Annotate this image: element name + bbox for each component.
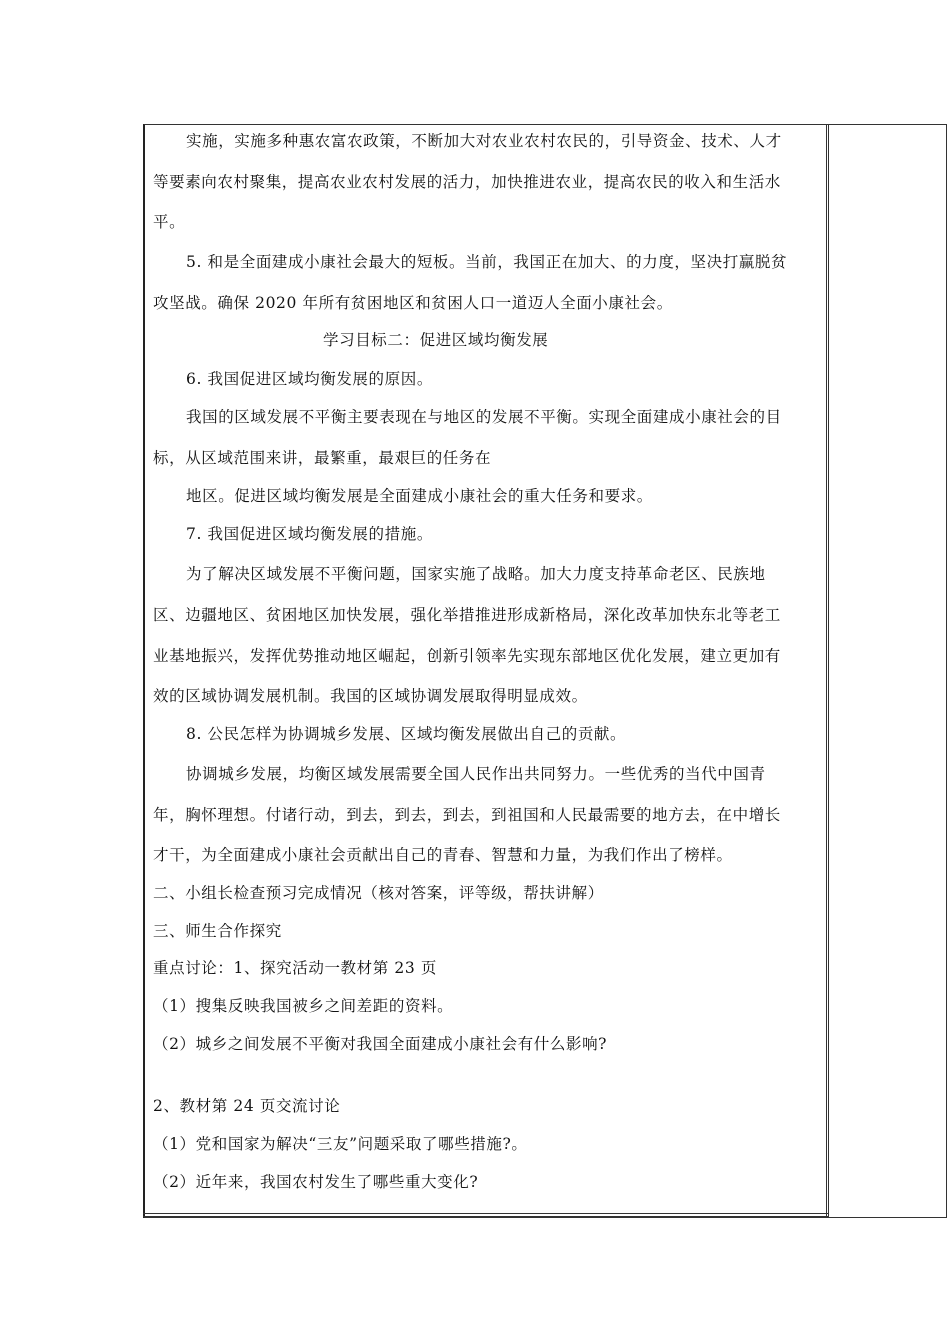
paragraph-line: 地区。促进区域均衡发展是全面建成小康社会的重大任务和要求。 [186,487,653,505]
paragraph-line: 6. 我国促进区域均衡发展的原因。 [186,370,433,388]
paragraph-line: （1）搜集反映我国被乡之间差距的资料。 [153,997,454,1015]
paragraph-line: 5. 和是全面建成小康社会最大的短板。当前，我国正在加大、的力度，坚决打赢脱贫 [186,253,788,271]
paragraph-line: （2）城乡之间发展不平衡对我国全面建成小康社会有什么影响? [153,1035,608,1053]
paragraph-line: 效的区域协调发展机制。我国的区域协调发展取得明显成效。 [153,687,588,705]
paragraph-line: 7. 我国促进区域均衡发展的措施。 [186,525,433,543]
paragraph-line: 标，从区域范围来讲，最繁重，最艰巨的任务在 [153,449,492,467]
paragraph-line: 实施，实施多种惠农富农政策，不断加大对农业农村农民的，引导资金、技术、人才 [186,132,782,150]
paragraph-line: 区、边疆地区、贫困地区加快发展，强化举措推进形成新格局，深化改革加快东北等老工 [153,606,781,624]
paragraph-line: 攻坚战。确保 2020 年所有贫困地区和贫困人口一道迈人全面小康社会。 [153,294,673,312]
paragraph-line: 才干，为全面建成小康社会贡献出自己的青春、智慧和力量，为我们作出了榜样。 [153,846,733,864]
paragraph-line: 重点讨论：1、探究活动一教材第 23 页 [153,959,437,977]
paragraph-line: 为了解决区域发展不平衡问题，国家实施了战略。加大力度支持革命老区、民族地 [186,565,766,583]
table-column-divider [826,124,829,1218]
paragraph-line: 协调城乡发展，均衡区域发展需要全国人民作出共同努力。一些优秀的当代中国青 [186,765,766,783]
paragraph-line: （1）党和国家为解决“三友”问题采取了哪些措施?。 [153,1135,528,1153]
paragraph-line: 2、教材第 24 页交流讨论 [153,1097,341,1115]
paragraph-line: 年，胸怀理想。付诸行动，到去，到去，到去，到祖国和人民最需要的地方去，在中增长 [153,806,781,824]
table-bottom-border [143,1213,829,1217]
paragraph-line: 我国的区域发展不平衡主要表现在与地区的发展不平衡。实现全面建成小康社会的目 [186,408,782,426]
paragraph-line: 业基地振兴，发挥优势推动地区崛起，创新引领率先实现东部地区优化发展，建立更加有 [153,647,781,665]
paragraph-line: 二、小组长检查预习完成情况（核对答案，评等级，帮扶讲解） [153,884,604,902]
paragraph-line: 8. 公民怎样为协调城乡发展、区域均衡发展做出自己的贡献。 [186,725,627,743]
section-heading: 学习目标二：促进区域均衡发展 [323,331,549,349]
paragraph-line: （2）近年来，我国农村发生了哪些重大变化? [153,1173,479,1191]
paragraph-line: 平。 [153,213,186,231]
paragraph-line: 三、师生合作探究 [153,922,282,940]
paragraph-line: 等要素向农村聚集，提高农业农村发展的活力，加快推进农业，提高农民的收入和生活水 [153,173,781,191]
